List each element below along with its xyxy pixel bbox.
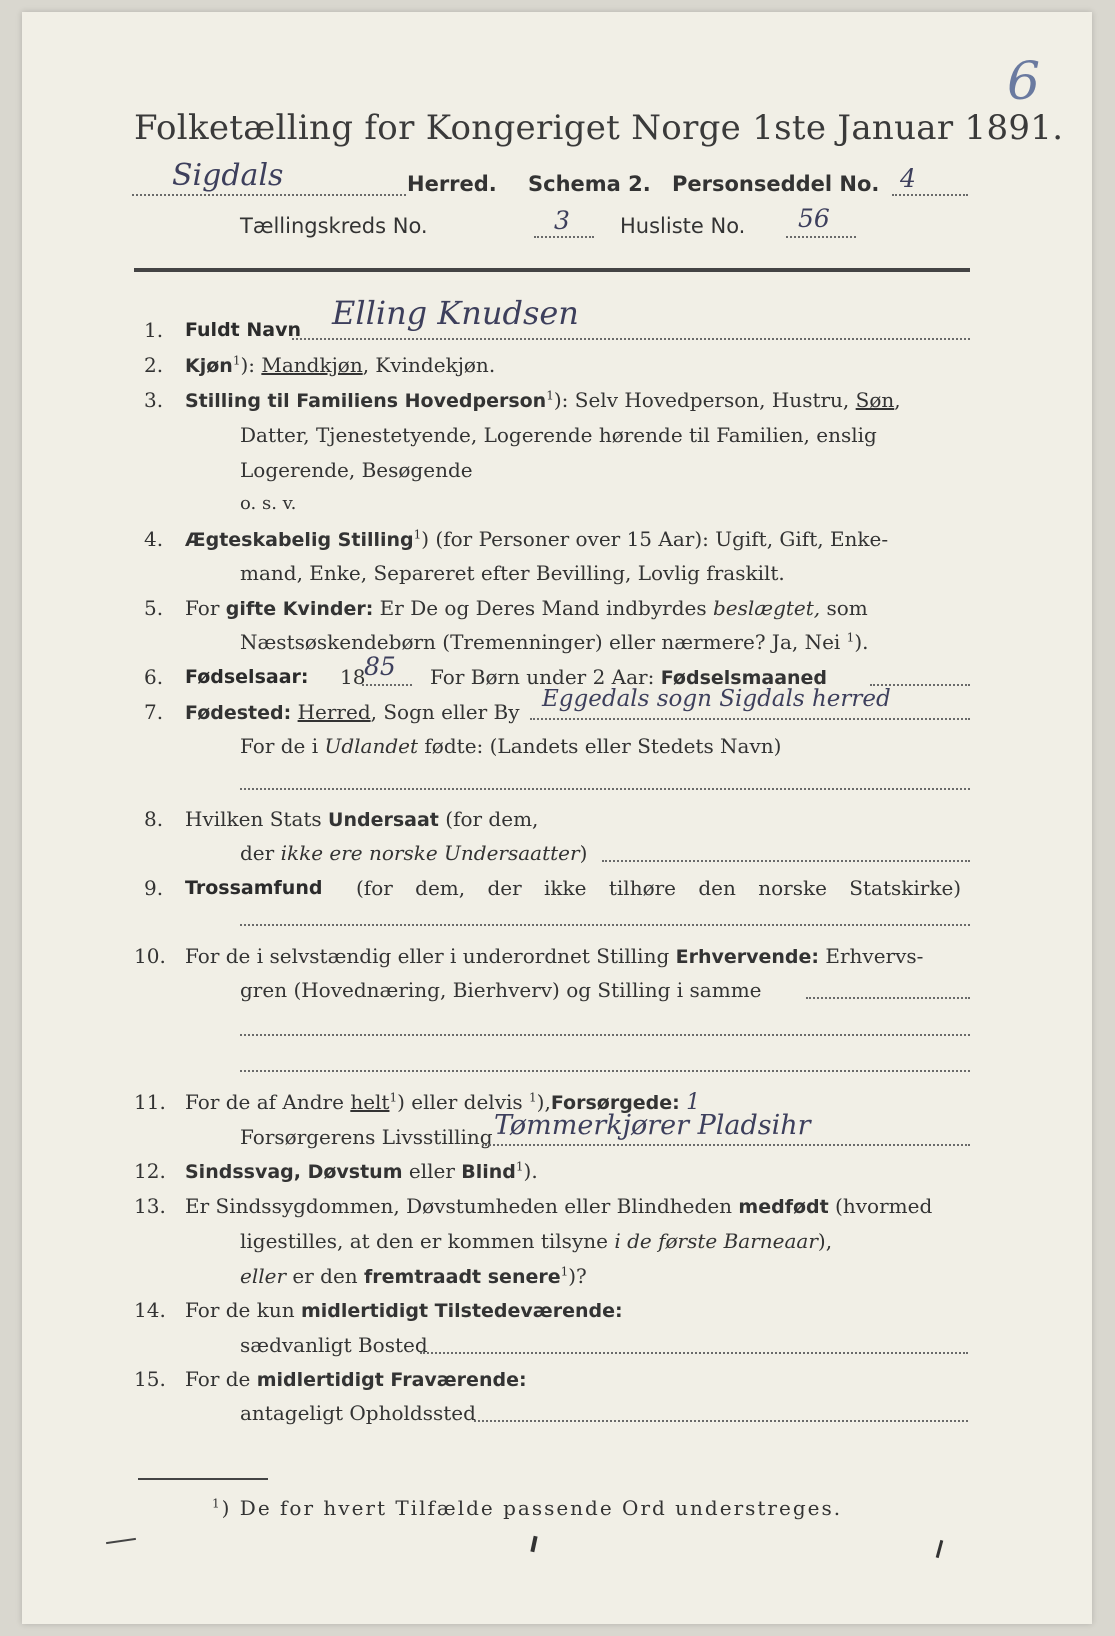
- q13-line3: eller er den fremtraadt senere$^1$)?: [240, 1264, 587, 1288]
- stray-mark: [106, 1538, 136, 1544]
- q8-field-line: [602, 860, 970, 862]
- q7-field-line: [530, 718, 970, 720]
- q1-field-line: [292, 338, 970, 340]
- q6-label: Fødselsaar:: [185, 666, 309, 688]
- stray-mark: [530, 1536, 537, 1552]
- q6-label2: Fødselsmaaned: [660, 667, 828, 689]
- q1-label: Fuldt Navn: [185, 319, 302, 341]
- form-title: Folketælling for Kongeriget Norge 1ste Januar 1891.: [134, 108, 1064, 148]
- husliste-field-line: [786, 236, 856, 238]
- q12-number: 12.: [134, 1159, 166, 1183]
- census-form-page: [22, 12, 1092, 1624]
- q10-line1: For de i selvstændig eller i underordnet Stilling Erhvervende: Erhvervs-: [185, 944, 924, 968]
- q6-number: 6.: [144, 665, 164, 689]
- q11-option-helt: helt: [350, 1090, 390, 1114]
- stray-mark: [936, 1540, 944, 1558]
- q4-line1: Ægteskabelig Stilling$^1$) (for Personer over 15 Aar): Ugift, Gift, Enke-: [185, 527, 889, 551]
- q1-answer-name: Elling Knudsen: [332, 294, 579, 332]
- q10-number: 10.: [134, 944, 166, 968]
- q11-answer: Tømmerkjører Pladsihr: [494, 1110, 811, 1141]
- q5-line1: For gifte Kvinder: Er De og Deres Mand indbyrdes beslægtet, som: [185, 596, 868, 620]
- q4-label: Ægteskabelig Stilling: [185, 529, 414, 551]
- q15-line2: antageligt Opholdssted: [240, 1401, 476, 1425]
- footnote: $^1$) De for hvert Tilfælde passende Ord understreges.: [212, 1496, 843, 1520]
- footnote-rule: [138, 1478, 268, 1480]
- q2-number: 2.: [144, 353, 164, 377]
- schema-label: Schema 2.: [528, 172, 651, 196]
- q2-label: Kjøn: [185, 355, 233, 377]
- q10-field-line2: [240, 1034, 970, 1036]
- q3-line1: Stilling til Familiens Hovedperson$^1$): Selv Hovedperson, Hustru, Søn,: [185, 388, 901, 412]
- q7-option-herred: Herred: [297, 700, 371, 724]
- q14-line1: For de kun midlertidigt Tilstedeværende:: [185, 1298, 623, 1322]
- q8-number: 8.: [144, 807, 164, 831]
- q15-number: 15.: [134, 1367, 166, 1391]
- q9-number: 9.: [144, 876, 164, 900]
- q6-year-answer: 85: [364, 652, 396, 681]
- q7-line2: For de i Udlandet fødte: (Landets eller Stedets Navn): [240, 734, 782, 758]
- q12-line: Sindssvag, Døvstum eller Blind$^1$).: [185, 1159, 538, 1183]
- q11-line1: For de af Andre helt$^1$) eller delvis $^1$),Forsørgede: 1: [185, 1090, 701, 1115]
- q3-option-son: Søn: [855, 388, 895, 412]
- q5-number: 5.: [144, 596, 164, 620]
- q10-line2: gren (Hovednæring, Bierhverv) og Stilling i samme: [240, 978, 762, 1002]
- q9-label: Trossamfund: [185, 877, 323, 899]
- q14-line2: sædvanligt Bosted: [240, 1333, 428, 1357]
- q3-line3: Logerende, Besøgende: [240, 458, 473, 482]
- q3-label: Stilling til Familiens Hovedperson: [185, 390, 547, 412]
- personseddel-label: Personseddel No.: [672, 172, 880, 196]
- husliste-value: 56: [798, 204, 830, 233]
- taellingskreds-label: Tællingskreds No.: [240, 214, 428, 238]
- q5-label: gifte Kvinder:: [225, 598, 374, 620]
- q4-line2: mand, Enke, Separeret efter Bevilling, Lovlig fraskilt.: [240, 561, 785, 585]
- taellingskreds-field-line: [534, 236, 594, 238]
- q6-line2: For Børn under 2 Aar: Fødselsmaaned: [430, 665, 828, 689]
- q11-line2: Forsørgerens Livsstilling: [240, 1125, 493, 1149]
- q3-line4: o. s. v.: [240, 493, 297, 514]
- q11-mark: 1: [686, 1090, 701, 1115]
- herred-label: Herred.: [407, 172, 497, 196]
- taellingskreds-value: 3: [554, 206, 570, 235]
- q13-line2: ligestilles, at den er kommen tilsyne i de første Barneaar),: [240, 1229, 833, 1253]
- q7-line1: Fødested: Herred, Sogn eller By: [185, 700, 520, 724]
- q11-field-line: [482, 1144, 970, 1146]
- q10-field-line3: [240, 1070, 970, 1072]
- q10-field-line1: [806, 997, 970, 999]
- q3-number: 3.: [144, 388, 164, 412]
- q7-answer: Eggedals sogn Sigdals herred: [542, 686, 891, 712]
- q5-line2: Næstsøskendebørn (Tremenninger) eller nærmere? Ja, Nei $^1$).: [240, 630, 869, 654]
- q7-label: Fødested:: [185, 702, 292, 724]
- q2-line: Kjøn$^1$): Mandkjøn, Kvindekjøn.: [185, 353, 496, 377]
- q6-year-prefix: 18: [340, 665, 366, 689]
- herred-value: Sigdals: [172, 158, 284, 193]
- q13-line1: Er Sindssygdommen, Døvstumheden eller Blindheden medfødt (hvormed: [185, 1194, 933, 1218]
- q1-number: 1.: [144, 318, 164, 342]
- q4-number: 4.: [144, 527, 164, 551]
- corner-page-number: 6: [1007, 52, 1041, 112]
- q14-field-line: [420, 1352, 968, 1354]
- q8-line2: der ikke ere norske Undersaatter): [240, 841, 588, 865]
- q14-number: 14.: [134, 1298, 166, 1322]
- q3-line2: Datter, Tjenestetyende, Logerende hørende til Familien, enslig: [240, 423, 877, 447]
- personseddel-value: 4: [900, 164, 916, 193]
- q6-year-line: [362, 684, 412, 686]
- q11-label: Forsørgede:: [550, 1092, 680, 1114]
- q15-line1: For de midlertidigt Fraværende:: [185, 1367, 527, 1391]
- q7-number: 7.: [144, 700, 164, 724]
- q9-text: (for dem, der ikke tilhøre den norske Statskirke): [356, 876, 962, 900]
- q8-line1: Hvilken Stats Undersaat (for dem,: [185, 807, 539, 831]
- q11-number: 11.: [134, 1090, 166, 1114]
- q9-field-line: [240, 924, 970, 926]
- husliste-label: Husliste No.: [620, 214, 746, 238]
- q7-foreign-line: [240, 788, 970, 790]
- q13-number: 13.: [134, 1194, 166, 1218]
- q15-field-line: [474, 1420, 968, 1422]
- herred-field-line: [132, 194, 406, 196]
- header-rule: [134, 268, 970, 272]
- personseddel-field-line: [892, 194, 968, 196]
- q2-option-mandkjon: Mandkjøn: [261, 353, 363, 377]
